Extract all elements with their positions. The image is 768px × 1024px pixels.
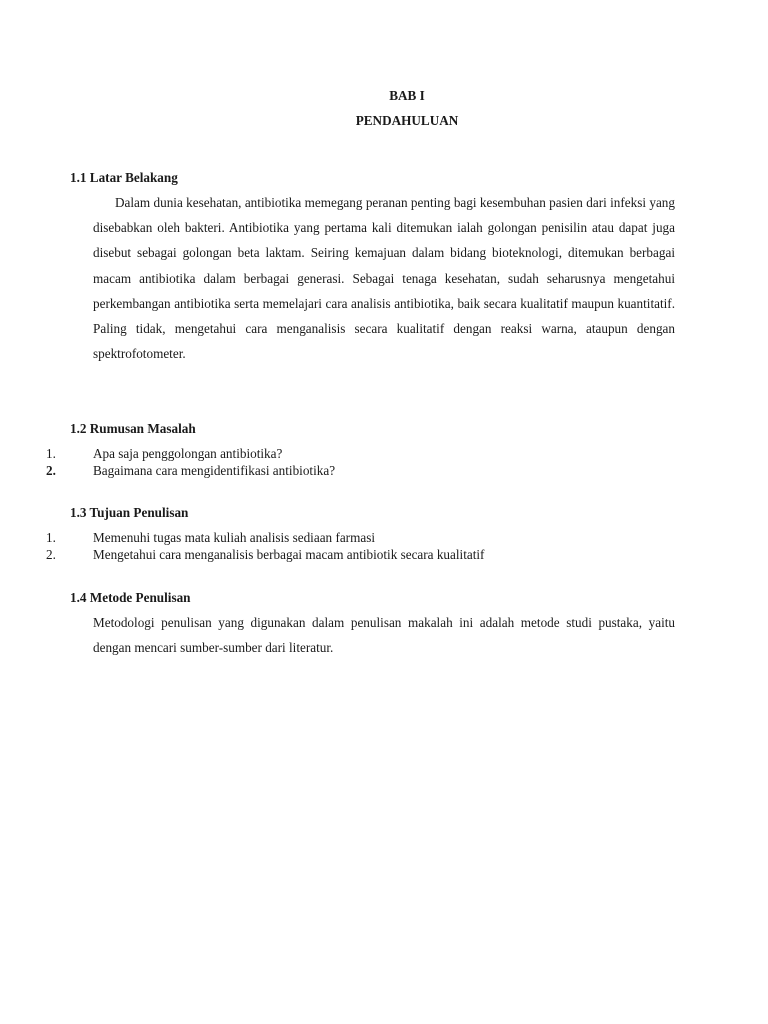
list-item-number: 1. bbox=[46, 530, 56, 545]
list-item-text: Memenuhi tugas mata kuliah analisis sediaan farmasi bbox=[93, 530, 375, 545]
section-heading-latar-belakang: 1.1 Latar Belakang bbox=[70, 170, 178, 185]
list-item-number: 2. bbox=[46, 547, 56, 562]
list-item-text: Bagaimana cara mengidentifikasi antibiotika? bbox=[93, 463, 336, 478]
list-item-text: Apa saja penggolongan antibiotika? bbox=[93, 446, 283, 461]
section-heading-rumusan-masalah: 1.2 Rumusan Masalah bbox=[70, 421, 196, 436]
chapter-number: BAB I bbox=[389, 88, 425, 103]
section-heading-tujuan-penulisan: 1.3 Tujuan Penulisan bbox=[70, 505, 189, 520]
section-heading-metode-penulisan: 1.4 Metode Penulisan bbox=[70, 590, 191, 605]
list-item-text: Mengetahui cara menganalisis berbagai macam antibiotik secara kualitatif bbox=[93, 547, 485, 562]
paragraph-latar-belakang: Dalam dunia kesehatan, antibiotika memegang peranan penting bagi kesembuhan pasien dari infeksi yang disebabkan oleh bakteri. Antibiotika yang pertama kali ditemukan ialah golongan penisilin atau dapat juga disebut sebagai golongan beta laktam. Seiring kemajuan dalam bidang bioteknologi, ditemukan berbagai macam antibiotika dalam berbagai generasi. Sebagai tenaga kesehatan, sudah seharusnya mengetahui perkembangan antibiotika serta memelajari cara analisis antibiotika, baik secara kualitatif maupun kuantitatif. Paling tidak, mengetahui cara menganalisis secara kualitatif dengan reaksi warna, ataupun dengan spektrofotometer. bbox=[93, 195, 675, 362]
paragraph-metode-penulisan: Metodologi penulisan yang digunakan dalam penulisan makalah ini adalah metode studi pustaka, yaitu dengan mencari sumber-sumber dari literatur. bbox=[93, 615, 675, 656]
chapter-title: PENDAHULUAN bbox=[355, 113, 459, 128]
list-item-number: 2. bbox=[46, 463, 56, 478]
list-item-number: 1. bbox=[46, 446, 56, 461]
